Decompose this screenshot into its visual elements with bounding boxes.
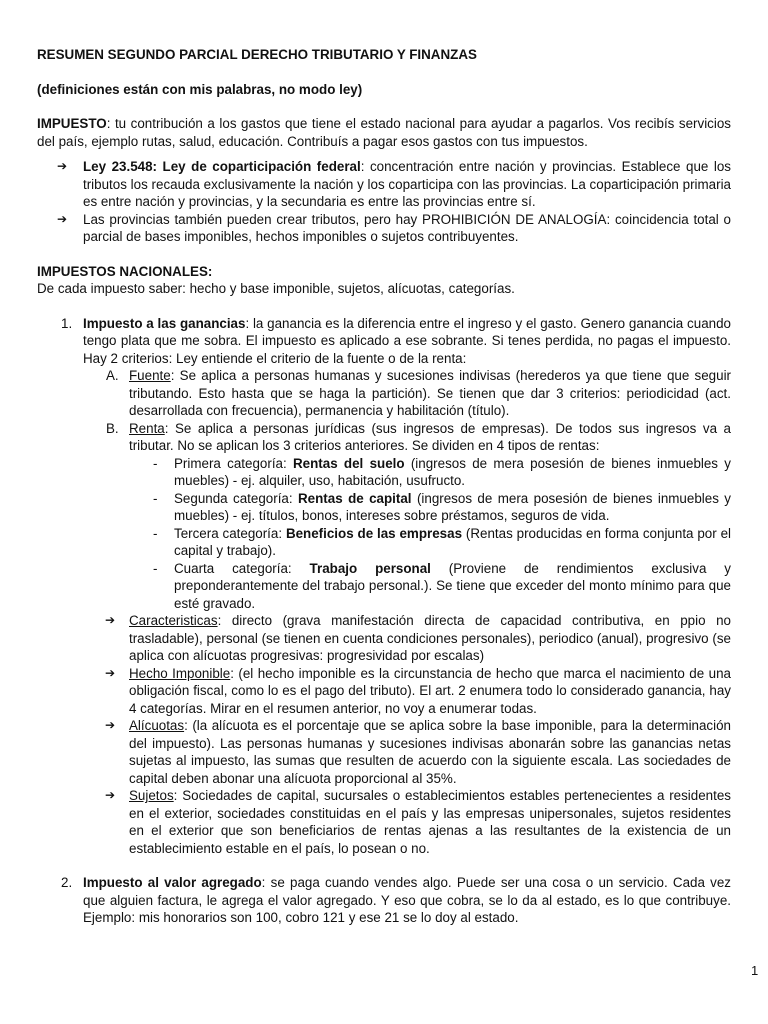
detalle-term: Sujetos	[129, 788, 174, 803]
categoria-prefix: Cuarta categoría:	[174, 560, 310, 576]
ganancias-text: : la ganancia es la diferencia entre el ingreso y el gasto. Genero ganancia cuando tengo plata que me sobra. El impuesto es aplicado a ese sobrante. Si tenes perdida, no pagas el impuesto. Hay 2 criterios: Ley entiende el criterio de la fuente o de la renta:	[83, 315, 731, 366]
categoria-term: Beneficios de las empresas	[285, 525, 463, 541]
item-number: 1.	[61, 315, 73, 331]
document-title: RESUMEN SEGUNDO PARCIAL DERECHO TRIBUTARIO Y FINANZAS	[37, 47, 477, 62]
ganancias-term: Impuesto a las ganancias	[83, 315, 246, 331]
categoria-prefix: Segunda categoría:	[174, 490, 298, 506]
document-body	[37, 46, 731, 927]
impuesto-text: : tu contribución a los gastos que tiene el estado nacional para ayudar a pagarlos. Vos recibís servicios del país, ejemplo rutas, salud, educación. Contribuís a pagar esos gastos con tus impuestos.	[37, 116, 731, 149]
fuente-term: Fuente	[129, 368, 171, 383]
impuesto-definition	[37, 115, 731, 150]
nacionales-heading: IMPUESTOS NACIONALES:	[37, 263, 213, 279]
list-item	[129, 455, 731, 490]
ley-text: : concentración entre nación y provincias. Establece que los tributos los recauda exclusivamente la nación y los coparticipa con las provincias. La coparticipación primaria es entre nación y provincias, y la secundaria es entre las provincias entre sí.	[83, 159, 731, 209]
categoria-text: (Proviene de rendimientos exclusiva y preponderantemente del trabajo personal.). Se tiene que exceder del monto mínimo para que esté gravado.	[174, 560, 731, 611]
list-item-ganancias	[37, 315, 731, 858]
criterios-list	[83, 367, 731, 612]
categoria-prefix: Primera categoría:	[174, 455, 293, 471]
list-item	[83, 420, 731, 613]
coparticipacion-list	[37, 158, 731, 246]
categoria-prefix: Tercera categoría:	[174, 525, 286, 541]
detalle-term: Alícuotas	[129, 718, 185, 733]
list-item-iva	[37, 874, 731, 927]
detalle-text: : (la alícuota es el porcentaje que se aplica sobre la base imponible, para la determinación del impuesto). Las personas humanas y sucesiones indivisas abonarán sobre las ganancias netas sujetas al impuesto, las sumas que resulten de acuerdo con la siguiente escala. Las sociedades de capital deben abonar una alícuota proporcional al 35%.	[129, 718, 731, 786]
list-item	[129, 560, 731, 613]
categoria-term: Trabajo personal	[309, 560, 431, 576]
fuente-text: : Se aplica a personas humanas y sucesiones indivisas (herederos ya que tiene que seguir tributando. Esto hasta que se haga la partición). Se tienen que dar 3 criterios: periodicidad (act. desarrollada con frecuencia), permanencia y habilitación (título).	[129, 368, 731, 418]
criterio-label: B.	[106, 420, 119, 436]
document-subtitle: (definiciones están con mis palabras, no modo ley)	[37, 81, 363, 97]
list-item	[83, 612, 731, 665]
page-number: 1	[751, 963, 759, 978]
renta-text: : Se aplica a personas jurídicas (sus ingresos de empresas). De todos sus ingresos va a tributar. No se aplican los 3 criterios anteriores. Se dividen en 4 tipos de rentas:	[129, 420, 731, 453]
list-item	[37, 158, 731, 211]
categoria-text: (Rentas producidas en forma conjunta por el capital y trabajo).	[174, 525, 731, 558]
item-number: 2.	[61, 875, 73, 890]
categorias-list	[83, 455, 731, 613]
iva-text: : se paga cuando vendes algo. Puede ser una cosa o un servicio. Cada vez que alguien factura, le agrega el valor agregado. Y eso que cobra, se lo da al estado, es lo que contribuye. Ejemplo: mis honorarios son 100, cobro 121 y ese 21 se lo doy al estado.	[83, 875, 732, 925]
detalle-text: : Sociedades de capital, sucursales o establecimientos estables pertenecientes a residentes en el exterior, sociedades constituidas en el país y las empresas unipersonales, sujetos residentes en el exterior que son beneficiarios de rentas ajenas a las resultantes de la existencia de un establecimiento estable en el país, lo posean o no.	[129, 788, 731, 856]
list-item	[83, 717, 731, 787]
renta-term: Renta	[129, 420, 165, 436]
categoria-term: Rentas del suelo	[293, 455, 405, 471]
provincias-text: Las provincias también pueden crear tributos, pero hay PROHIBICIÓN DE ANALOGÍA: coincidencia total o parcial de bases imponibles, hechos imponibles o sujetos contribuyentes.	[83, 211, 731, 244]
detalles-list	[83, 612, 731, 857]
impuestos-list	[37, 315, 731, 927]
impuesto-term: IMPUESTO	[37, 116, 107, 131]
categoria-term: Rentas de capital	[298, 490, 412, 506]
detalle-text: : directo (grava manifestación directa de capacidad contributiva, en ppio no trasladable), personal (se tienen en cuenta condiciones personales), periodico (anual), progresivo (se aplica con alícuotas progresivas: progresividad por escalas)	[129, 613, 731, 663]
iva-term: Impuesto al valor agregado	[83, 875, 262, 890]
list-item	[37, 211, 731, 246]
list-item	[129, 525, 731, 560]
nacionales-intro: De cada impuesto saber: hecho y base imponible, sujetos, alícuotas, categorías.	[37, 281, 515, 296]
list-item	[83, 665, 731, 718]
detalle-text: : (el hecho imponible es la circunstancia de hecho que marca el nacimiento de una obligación fiscal, como lo es el pago del tributo). El art. 2 enumera todo lo considerado ganancia, hay 4 categorías. Mirar en el resumen anterior, no voy a enumerar todas.	[129, 665, 731, 716]
categoria-text: (ingresos de mera posesión de bienes inmuebles y muebles) - ej. alquiler, uso, habitación, usufructo.	[174, 455, 731, 488]
detalle-term: Hecho Imponible	[129, 665, 231, 681]
list-item	[83, 787, 731, 857]
criterio-label: A.	[106, 368, 119, 383]
list-item	[83, 367, 731, 420]
categoria-text: (ingresos de mera posesión de bienes inmuebles y muebles) - ej. títulos, bonos, intereses sobre préstamos, seguros de vida.	[174, 490, 731, 523]
ley-term: Ley 23.548: Ley de coparticipación federal	[83, 159, 361, 174]
list-item	[129, 490, 731, 525]
detalle-term: Caracteristicas	[129, 613, 218, 628]
